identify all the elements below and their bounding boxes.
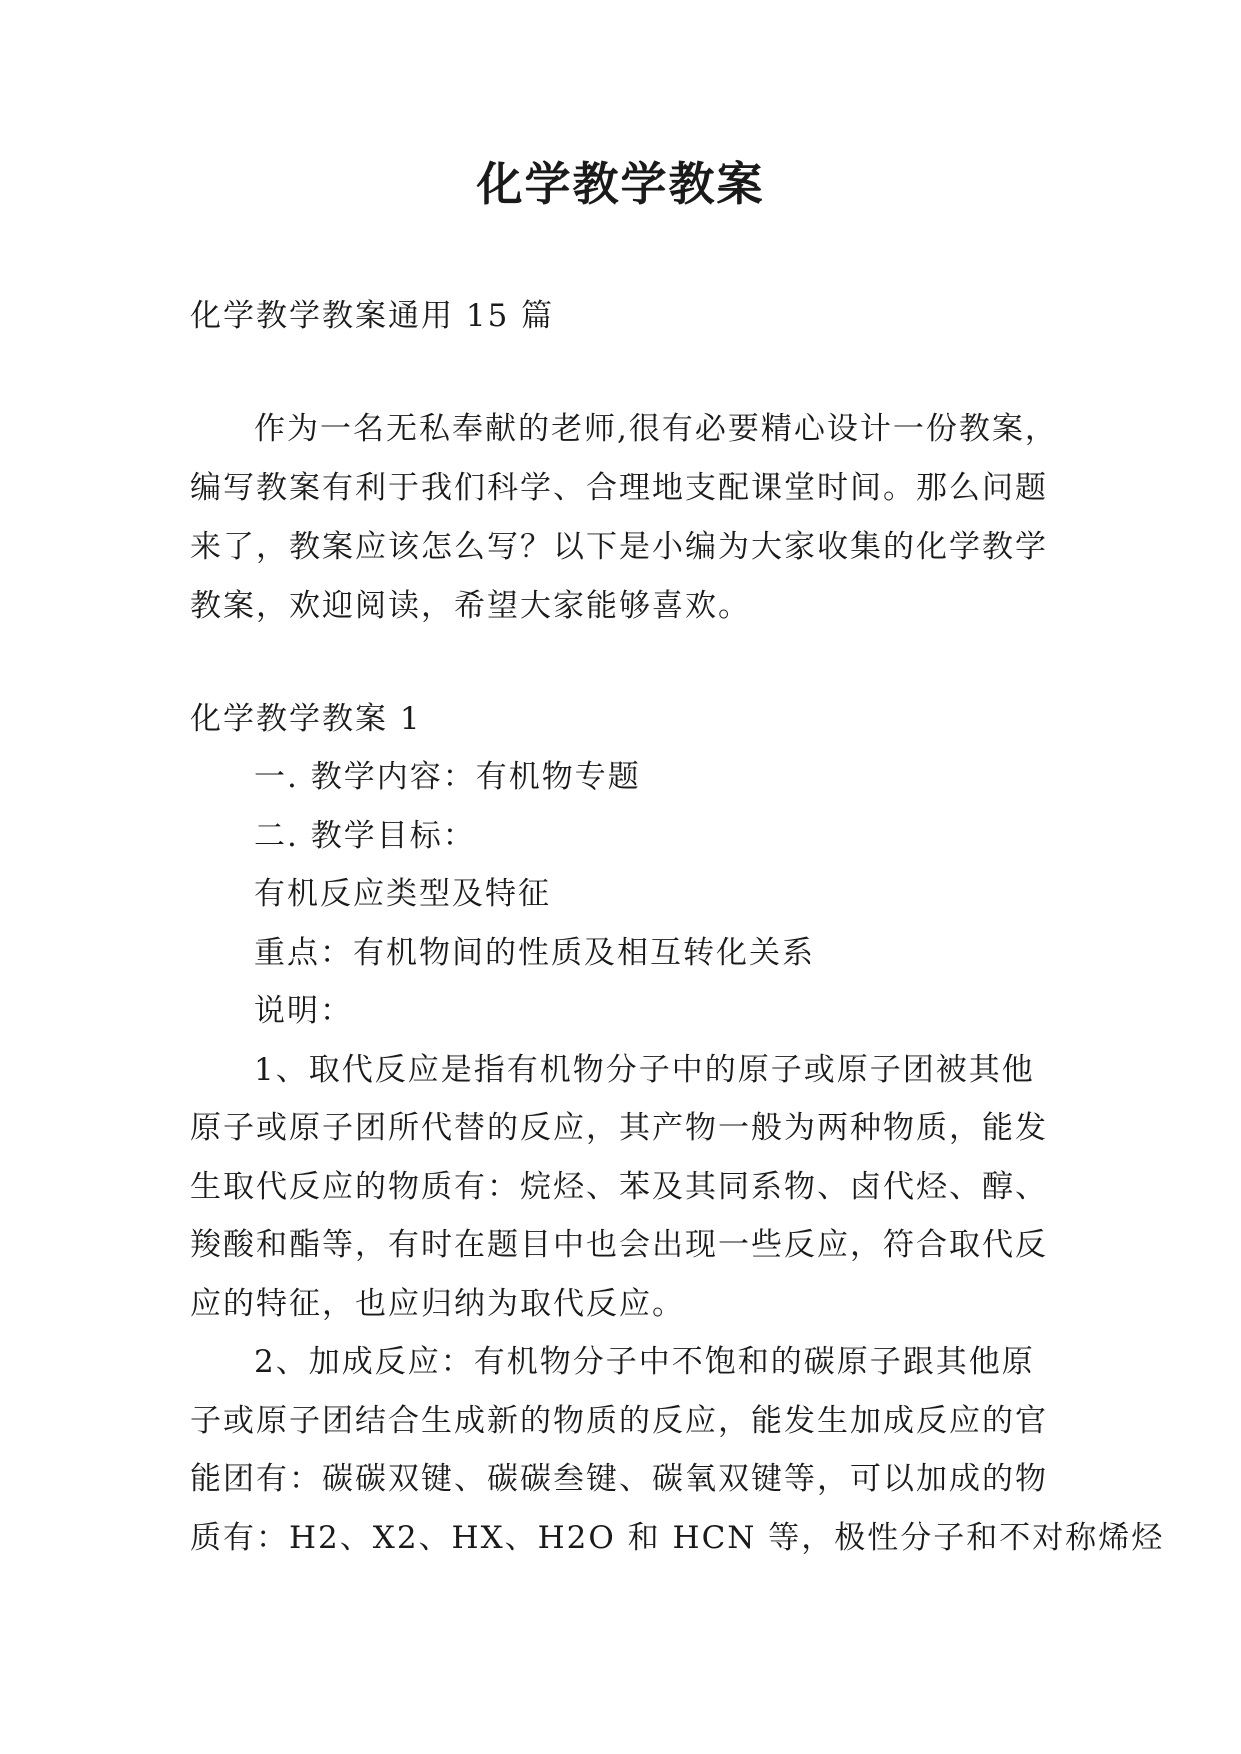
addition-line-3: 能团有：碳碳双键、碳碳叁键、碳氧双键等，可以加成的物 (190, 1461, 1048, 1497)
addition-line-2: 子或原子团结合生成新的物质的反应，能发生加成反应的官 (190, 1403, 1048, 1439)
intro-line-3: 来了，教案应该怎么写？以下是小编为大家收集的化学教学 (190, 529, 1048, 565)
page-title: 化学教学教案 (476, 157, 765, 211)
substitution-line-4: 羧酸和酯等，有时在题目中也会出现一些反应，符合取代反 (190, 1227, 1048, 1263)
intro-line-1: 作为一名无私奉献的老师,很有必要精心设计一份教案， (254, 411, 1058, 447)
substitution-line-1: 1、取代反应是指有机物分子中的原子或原子团被其他 (254, 1052, 1035, 1088)
outline-item-explanation: 说明： (254, 993, 353, 1029)
intro-line-2: 编写教案有利于我们科学、合理地支配课堂时间。那么问题 (190, 470, 1048, 506)
outline-item-content: 一. 教学内容：有机物专题 (254, 759, 641, 795)
document-subtitle: 化学教学教案通用 15 篇 (190, 298, 555, 334)
outline-item-reaction-types: 有机反应类型及特征 (254, 876, 551, 912)
substitution-line-2: 原子或原子团所代替的反应，其产物一般为两种物质，能发 (190, 1110, 1048, 1146)
outline-item-objectives: 二. 教学目标： (254, 818, 476, 854)
intro-line-4: 教案，欢迎阅读，希望大家能够喜欢。 (190, 588, 751, 624)
section-heading: 化学教学教案 1 (190, 701, 422, 737)
substitution-line-5: 应的特征，也应归纳为取代反应。 (190, 1286, 685, 1322)
addition-line-4: 质有：H2、X2、HX、H2O 和 HCN 等，极性分子和不对称烯烃 (190, 1520, 1165, 1556)
substitution-line-3: 生取代反应的物质有：烷烃、苯及其同系物、卤代烃、醇、 (190, 1169, 1048, 1205)
outline-item-key-point: 重点：有机物间的性质及相互转化关系 (254, 935, 815, 971)
addition-line-1: 2、加成反应：有机物分子中不饱和的碳原子跟其他原 (254, 1344, 1035, 1380)
